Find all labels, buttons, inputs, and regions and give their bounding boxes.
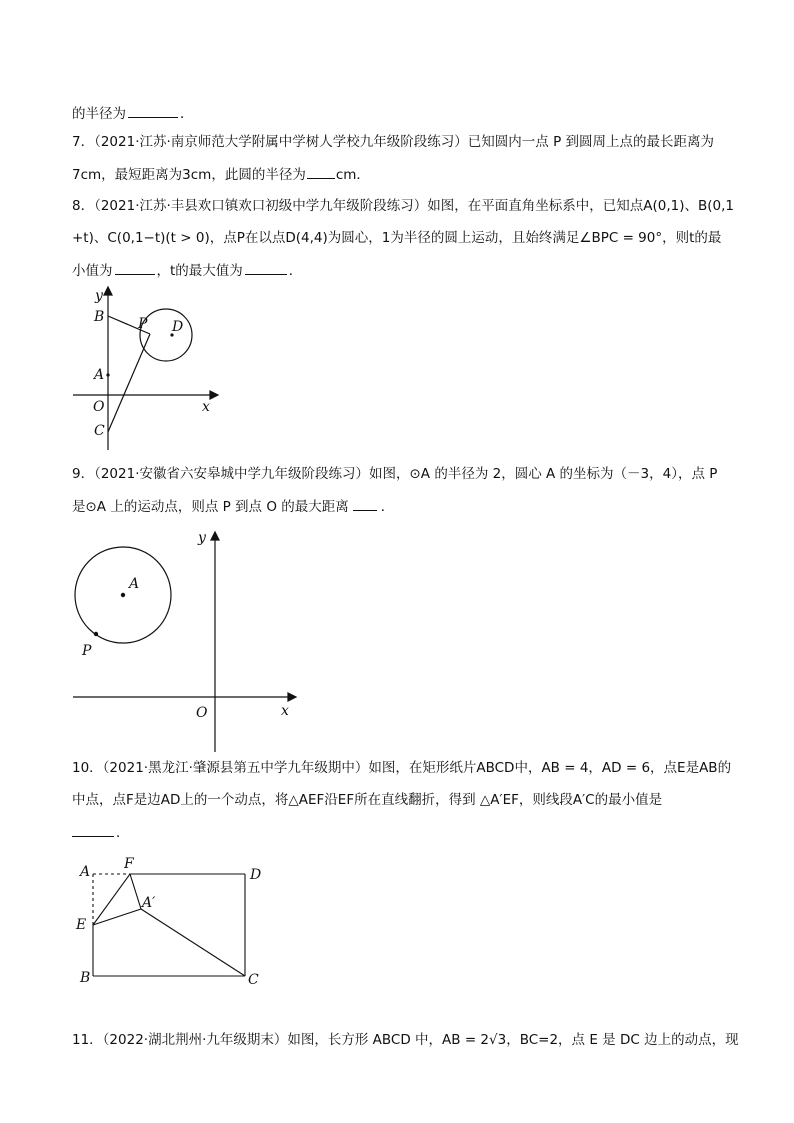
q10-label-E: E bbox=[76, 917, 87, 933]
q10-label-A2: A′ bbox=[142, 895, 156, 911]
q8-label-D: D bbox=[172, 319, 184, 335]
q7-text-b: cm． bbox=[335, 167, 370, 183]
q8-label-A: A bbox=[94, 367, 105, 383]
q6-end: ． bbox=[180, 106, 194, 122]
q10-end: ． bbox=[116, 825, 130, 841]
q9-text-a: 是⊙A 上的运动点，则点 P 到点 O 的最大距离 bbox=[72, 499, 349, 515]
q10-label-A: A bbox=[80, 864, 91, 880]
q9-text-b: ． bbox=[380, 499, 395, 515]
q8-label-y: y bbox=[95, 288, 103, 304]
q9-label-A: A bbox=[129, 576, 140, 592]
q8-label-C: C bbox=[94, 423, 105, 439]
q8-label-x: x bbox=[202, 399, 210, 415]
q8-line1: 8．（2021·江苏·丰县欢口镇欢口初级中学九年级阶段练习）如图，在平面直角坐标系中，已知点A(0,1)、B(0,1 bbox=[72, 198, 735, 214]
q6-text: 的半径为 bbox=[72, 106, 126, 122]
q8-text-b: ，t的最大值为 bbox=[156, 263, 243, 279]
q8-line2: +t)、C(0,1−t)(t > 0)，点P在以点D(4,4)为圆心，1为半径的圆上运动，且始终满足∠BPC = 90°，则t的最 bbox=[72, 230, 722, 246]
q8-label-O: O bbox=[93, 399, 105, 415]
q10-label-D: D bbox=[250, 867, 262, 883]
q7-line1: 7．（2021·江苏·南京师范大学附属中学树人学校九年级阶段练习）已知圆内一点 P 到圆周上点的最长距离为 bbox=[72, 134, 715, 150]
q10-label-B: B bbox=[80, 970, 91, 986]
q10-line1: 10．（2021·黑龙江·肇源县第五中学九年级期中）如图，在矩形纸片ABCD中，AB = 4，AD = 6，点E是AB的 bbox=[72, 760, 732, 776]
q7-text-a: 7cm，最短距离为3cm，此圆的半径为 bbox=[72, 167, 306, 183]
q9-label-P: P bbox=[82, 643, 92, 659]
q8-label-P: P bbox=[138, 316, 148, 332]
q8-text-a: 小值为 bbox=[72, 263, 113, 279]
q8-text-c: ． bbox=[288, 263, 303, 279]
q9-label-y: y bbox=[198, 530, 206, 546]
q10-line2: 中点，点F是边AD上的一个动点，将△AEF沿EF所在直线翻折，得到 △A′EF，则线段A′C的最小值是 bbox=[72, 792, 663, 808]
q10-fold-EF bbox=[93, 874, 130, 925]
q10-label-C: C bbox=[248, 972, 259, 988]
q9-label-x: x bbox=[281, 703, 289, 719]
q8-label-B: B bbox=[94, 309, 105, 325]
q10-label-F: F bbox=[124, 856, 134, 872]
q9-label-O: O bbox=[196, 705, 208, 721]
q10-segment-EA2 bbox=[93, 909, 141, 925]
q11-line1: 11．（2022·湖北荆州·九年级期末）如图，长方形 ABCD 中，AB = 2√3，BC=2，点 E 是 DC 边上的动点，现 bbox=[72, 1032, 739, 1048]
q10-segment-A2C bbox=[141, 909, 245, 976]
q9-line1: 9．（2021·安徽省六安皋城中学九年级阶段练习）如图，⊙A 的半径为 2，圆心 A 的坐标为（－3，4），点 P bbox=[72, 466, 718, 482]
q10-segment-FA2 bbox=[130, 874, 141, 909]
